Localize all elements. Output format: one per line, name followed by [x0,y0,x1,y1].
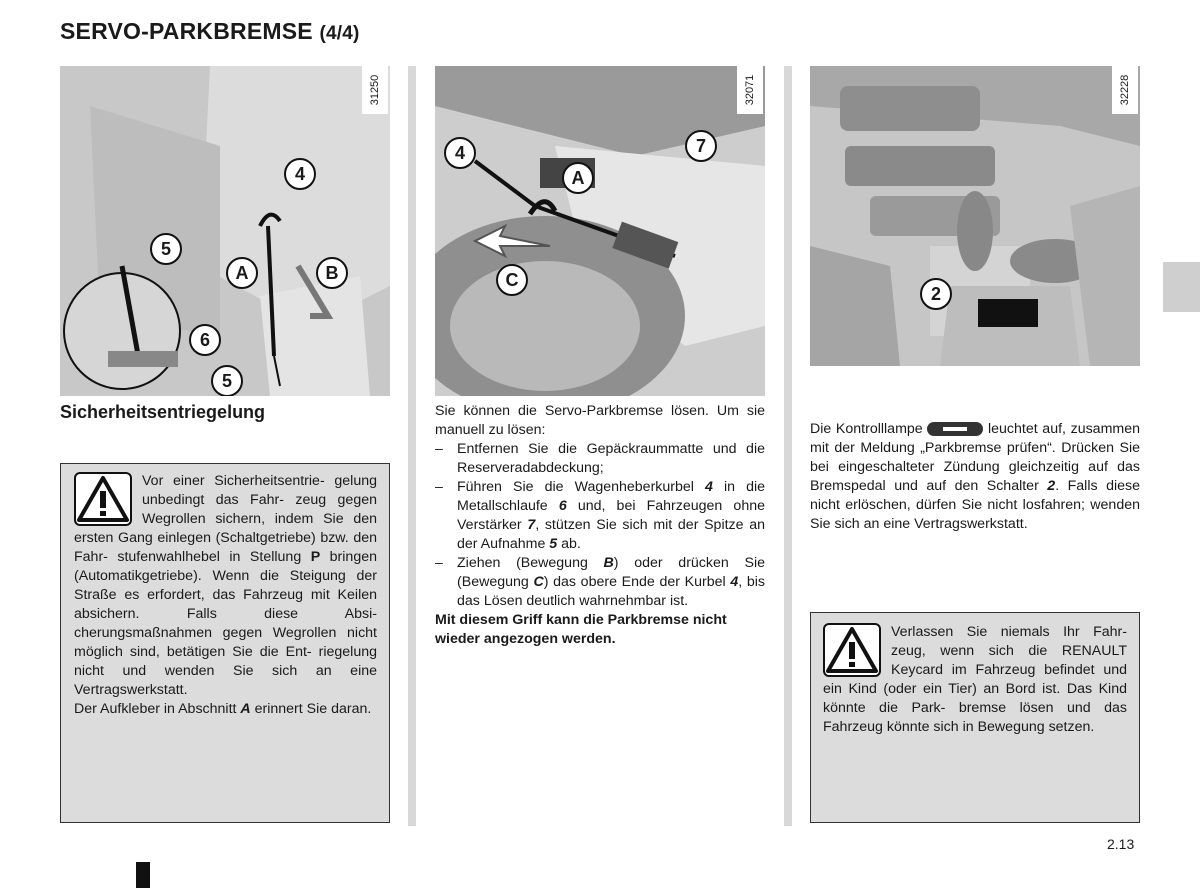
photo-illustration [60,66,390,396]
image-reference: 32071 [737,66,763,114]
wrench-icon [927,422,983,436]
lamp-text-before: Die Kontrolllampe [810,421,923,437]
warning-lamp-text [810,420,1140,534]
callout-B: B [316,257,348,289]
warning-text: Vor einer Sicherheitsentrie- gelung unbedingt das Fahr- zeug gegen Wegrollen sichern, indem Sie den ersten Gang einlegen (Schaltgetriebe) bzw. den Fahr- stufenwahlhebel in Stellung P bringen (Automatikgetriebe). Wenn die Steigung der Straße es erfordert, das Fahrzeug mit Keilen absichern. Falls diese Absi- cherungsmaßnahmen gegen Wegrollen nicht möglich sind, betätigen Sie die Ent- riegelung nicht und wenden Sie sich an eine Vertragswerkstatt. [74,473,377,698]
column-divider [408,66,416,826]
photo-illustration [435,66,765,396]
photo-emergency-release [60,66,390,396]
chapter-tab [1163,262,1200,312]
column-divider [784,66,792,826]
intro-text: Sie können die Servo-Parkbremse lösen. Um sie manuell zu lösen: [435,403,765,438]
warning-box-children [810,612,1140,823]
warning-text: Verlassen Sie niemals Ihr Fahr- zeug, wenn sich die RENAULT Keycard im Fahrzeug befindet und ein Kind (oder ein Tier) an Bord ist. Das Kind könnte die Park- bremse lösen und das Fahrzeug könnte sich in Bewegung setzen. [823,624,1127,735]
page-title-main: SERVO-PARKBREMSE [60,18,313,44]
image-reference: 32228 [1112,66,1138,114]
photo-center-console [810,66,1140,366]
warning-triangle-icon [823,623,881,677]
callout-4: 4 [284,158,316,190]
warning-lamp-paragraph [810,420,1140,534]
warning-triangle-icon [74,472,132,526]
callout-6: 6 [189,324,221,356]
page-title [60,18,360,45]
release-instructions [435,402,765,649]
step-item: – Entfernen Sie die Gepäckraummatte und die Reserveradabdeckung; [435,440,765,478]
step-item: – Führen Sie die Wagenheberkurbel 4 in die Metallschlaufe 6 und, bei Fahrzeugen ohne Verstärker 7, stützen Sie sich mit der Spitze an der Aufnahme 5 ab. [435,478,765,554]
callout-5: 5 [150,233,182,265]
page-number: 2.13 [1107,836,1135,852]
step-item: – Ziehen (Bewegung B) oder drücken Sie (Bewegung C) das obere Ende der Kurbel 4, bis das Lösen deutlich wahrnehmbar ist. [435,554,765,611]
steps-list [435,440,765,611]
lamp-text-after: leuchtet auf, zusammen mit der Meldung „Parkbremse prüfen“. Drücken Sie bei eingeschalteter Zündung gleichzeitig auf das Bremspedal und auf den Schalter 2. Falls diese nicht erlöschen, dürfen Sie nicht losfahren; wenden Sie sich an eine Vertragswerkstatt. [810,421,1140,532]
bold-note: Mit diesem Griff kann die Parkbremse nicht wieder angezogen werden. [435,612,727,647]
photo-crank-placement [435,66,765,396]
page-title-part: (4/4) [319,23,360,44]
callout-C: C [496,264,528,296]
callout-2: 2 [920,278,952,310]
page-marker [136,862,150,888]
image-reference: 31250 [362,66,388,114]
callout-5-lower: 5 [211,365,243,396]
callout-A: A [226,257,258,289]
callout-A: A [562,162,594,194]
section-heading: Sicherheitsentriegelung [60,402,266,422]
warning-box-safety [60,463,390,823]
sticker-note: Der Aufkleber in Abschnitt A erinnert Sie daran. [74,701,372,717]
callout-4: 4 [444,137,476,169]
photo-illustration [810,66,1140,366]
callout-7: 7 [685,130,717,162]
